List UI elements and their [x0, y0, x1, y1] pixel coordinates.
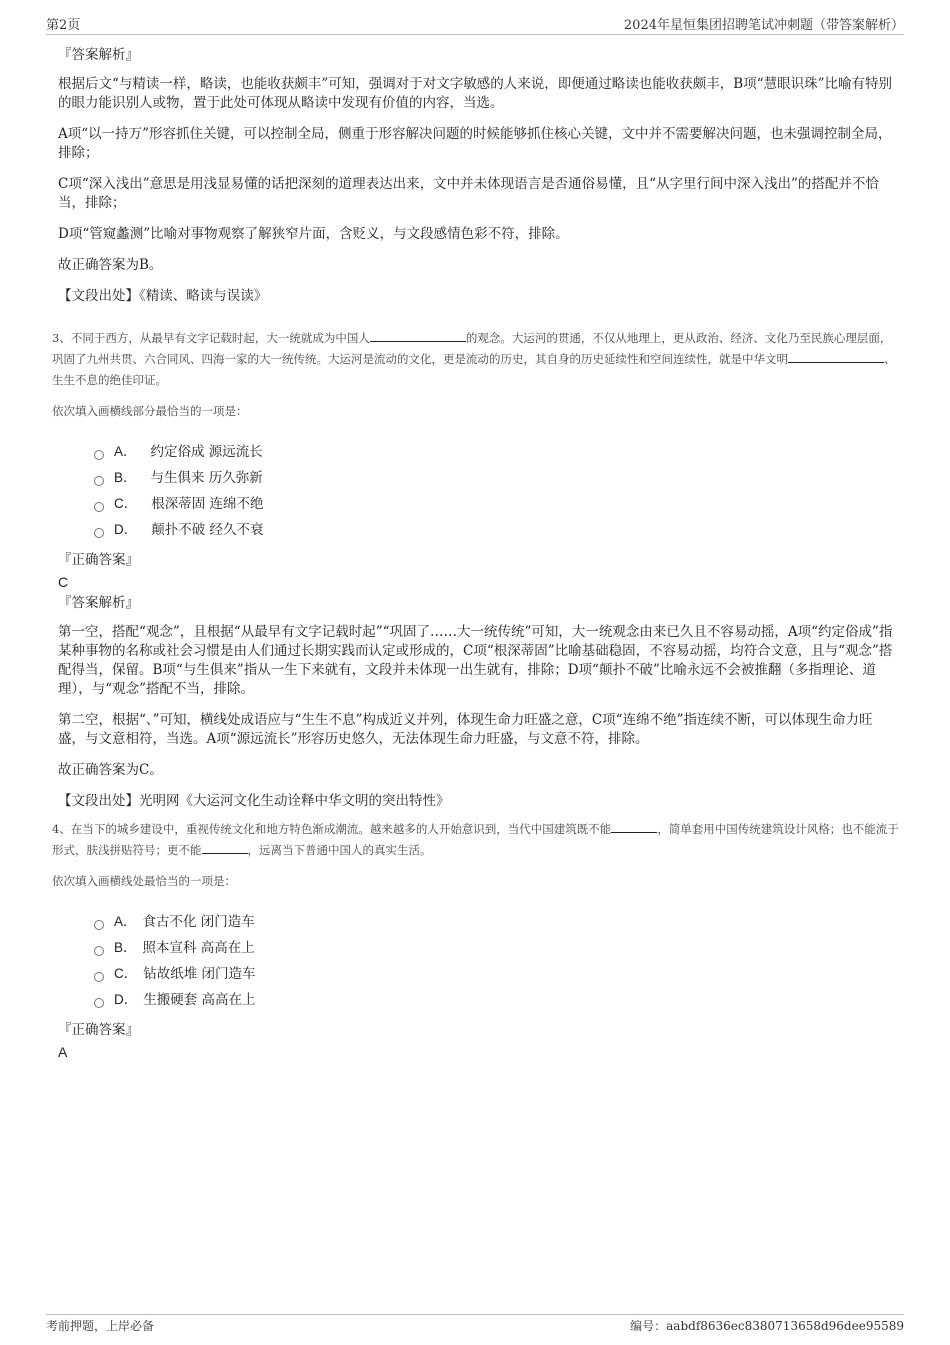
radio-icon[interactable]: [94, 920, 104, 930]
page-footer: [46, 1314, 904, 1335]
q2-analysis-para-2: A项“以一持万”形容抓住关键，可以控制全局，侧重于形容解决问题的时候能够抓住核心关键，文中并不需要解决问题，也未强调控制全局，排除；: [58, 126, 892, 161]
radio-icon[interactable]: [94, 946, 104, 956]
option-text: 根深蒂固 连绵不绝: [151, 496, 264, 512]
option-letter: A．: [114, 444, 137, 459]
q3-analysis-para-1: 第一空，搭配“观念”，且根据“从最早有文字记载时起”“巩固了……大一统传统”可知，大一统观念由来已久且不容易动摇，A项“约定俗成”指某种事物的名称或社会习惯是由人们通过长期实践而认定或形成的，C项“根深蒂固”比喻基础稳固，不容易动摇，均符合文意，且与“观念”搭配得当，保留。B项“与生俱来”指从一生下来就有，文段并未体现一出生就有，排除；D项“颠扑不破”比喻永远不会被推翻（多指理论、道理），与“观念”搭配不当，排除。: [58, 624, 893, 697]
option-text: 与生俱来 历久弥新: [150, 470, 263, 486]
q4-option-c[interactable]: [94, 961, 894, 987]
option-text: 照本宣科 高高在上: [142, 940, 255, 956]
footer-serial: 编号：aabdf8636ec8380713658d96dee95589: [630, 1319, 904, 1333]
q4-stem-part-1: 4、在当下的城乡建设中，重视传统文化和地方特色渐成潮流。越来越多的人开始意识到，当代中国建筑既不能: [52, 822, 612, 836]
footer-slogan: 考前押题，上岸必备: [46, 1319, 155, 1333]
q3-options: [94, 439, 894, 543]
option-letter: A．: [114, 914, 137, 929]
page-header: [46, 14, 904, 35]
q4-option-a[interactable]: [94, 909, 894, 935]
q2-analysis-para-3: C项“深入浅出”意思是用浅显易懂的话把深刻的道理表达出来，文中并未体现语言是否通俗易懂，且“从字里行间中深入浅出”的搭配并不恰当，排除；: [58, 176, 879, 211]
option-letter: D．: [114, 992, 138, 1007]
option-letter: C．: [114, 966, 138, 981]
radio-icon[interactable]: [94, 972, 104, 982]
radio-icon[interactable]: [94, 450, 104, 460]
option-letter: B．: [114, 940, 137, 955]
q4-options: [94, 909, 894, 1013]
q4-correct-answer: A: [58, 1044, 68, 1060]
radio-icon[interactable]: [94, 528, 104, 538]
q4-blank-1: [611, 820, 657, 833]
q2-analysis-heading: 『答案解析』: [58, 47, 139, 63]
q3-stem-part-2: 的观念。大运河的贯通，不仅从地理上，更从政治、经济、文化乃至民族心理层面，巩固了九州共贯、六合同风、四海一家的大一统传统。大运河是流动的文化，更是流动的历史，其自身的历史延续性和空间连续性，就是中华文明: [52, 331, 892, 366]
page-number: 第2页: [46, 18, 81, 33]
q4-blank-2: [202, 841, 248, 854]
q2-conclusion: 故正确答案为B。: [58, 257, 163, 273]
q4-correct-heading: 『正确答案』: [58, 1022, 139, 1038]
q3-option-a[interactable]: [94, 439, 894, 465]
q3-option-c[interactable]: [94, 491, 894, 517]
q3-correct-heading: 『正确答案』: [58, 552, 139, 568]
option-text: 约定俗成 源远流长: [150, 444, 263, 460]
q4-stem-part-2: ，简单套用中国传统建筑设计风格；也不能流于形式，肤浅拼贴符号；更不能: [52, 822, 899, 857]
q3-option-d[interactable]: [94, 517, 894, 543]
q2-analysis-para-4: D项“管窥蠡测”比喻对事物观察了解狭窄片面，含贬义，与文段感情色彩不符，排除。: [58, 226, 569, 242]
page-content: [52, 46, 899, 1064]
radio-icon[interactable]: [94, 998, 104, 1008]
q3-option-b[interactable]: [94, 465, 894, 491]
q3-correct-answer: C: [58, 574, 69, 590]
option-text: 生搬硬套 高高在上: [143, 992, 256, 1008]
q4-stem-part-3: ，远离当下普通中国人的真实生活。: [247, 843, 432, 857]
q4-stem: [52, 819, 902, 861]
q3-blank-2: [788, 350, 884, 363]
q3-blank-1: [370, 329, 466, 342]
option-text: 食古不化 闭门造车: [142, 914, 255, 930]
option-letter: B．: [114, 470, 137, 485]
q4-instruction: 依次填入画横线处最恰当的一项是：: [52, 874, 236, 888]
q3-analysis-heading: 『答案解析』: [58, 595, 139, 611]
q2-analysis-para-1: 根据后文“与精读一样，略读，也能收获颇丰”可知，强调对于对文字敏感的人来说，即便通过略读也能收获颇丰，B项“慧眼识珠”比喻有特别的眼力能识别人或物，置于此处可体现从略读中发现有价值的内容，当选。: [58, 76, 893, 111]
radio-icon[interactable]: [94, 502, 104, 512]
q3-stem-part-1: 3、不同于西方，从最早有文字记载时起，大一统就成为中国人: [52, 331, 370, 345]
option-letter: C．: [114, 496, 138, 511]
q4-option-d[interactable]: [94, 987, 894, 1013]
radio-icon[interactable]: [94, 476, 104, 486]
q3-conclusion: 故正确答案为C。: [58, 762, 163, 778]
option-text: 颠扑不破 经久不衰: [151, 522, 264, 538]
q3-stem: [52, 328, 902, 391]
option-letter: D．: [114, 522, 138, 537]
q2-source: 【文段出处】《精读、略读与误读》: [58, 288, 268, 304]
q3-source: 【文段出处】光明网《大运河文化生动诠释中华文明的突出特性》: [58, 793, 450, 809]
q3-analysis-para-2: 第二空，根据“、”可知，横线处成语应与“生生不息”构成近义并列，体现生命力旺盛之意，C项“连绵不绝”指连续不断，可以体现生命力旺盛，与文意相符，当选。A项“源远流长”形容历史悠久，无法体现生命力旺盛，与文意不符，排除。: [58, 712, 873, 747]
option-text: 钻故纸堆 闭门造车: [143, 966, 256, 982]
document-title: 2024年星恒集团招聘笔试冲刺题（带答案解析）: [623, 18, 904, 33]
q4-option-b[interactable]: [94, 935, 894, 961]
q3-stem-part-3: 、生生不息的绝佳印证。: [52, 352, 896, 387]
q3-instruction: 依次填入画横线部分最恰当的一项是：: [52, 404, 248, 418]
